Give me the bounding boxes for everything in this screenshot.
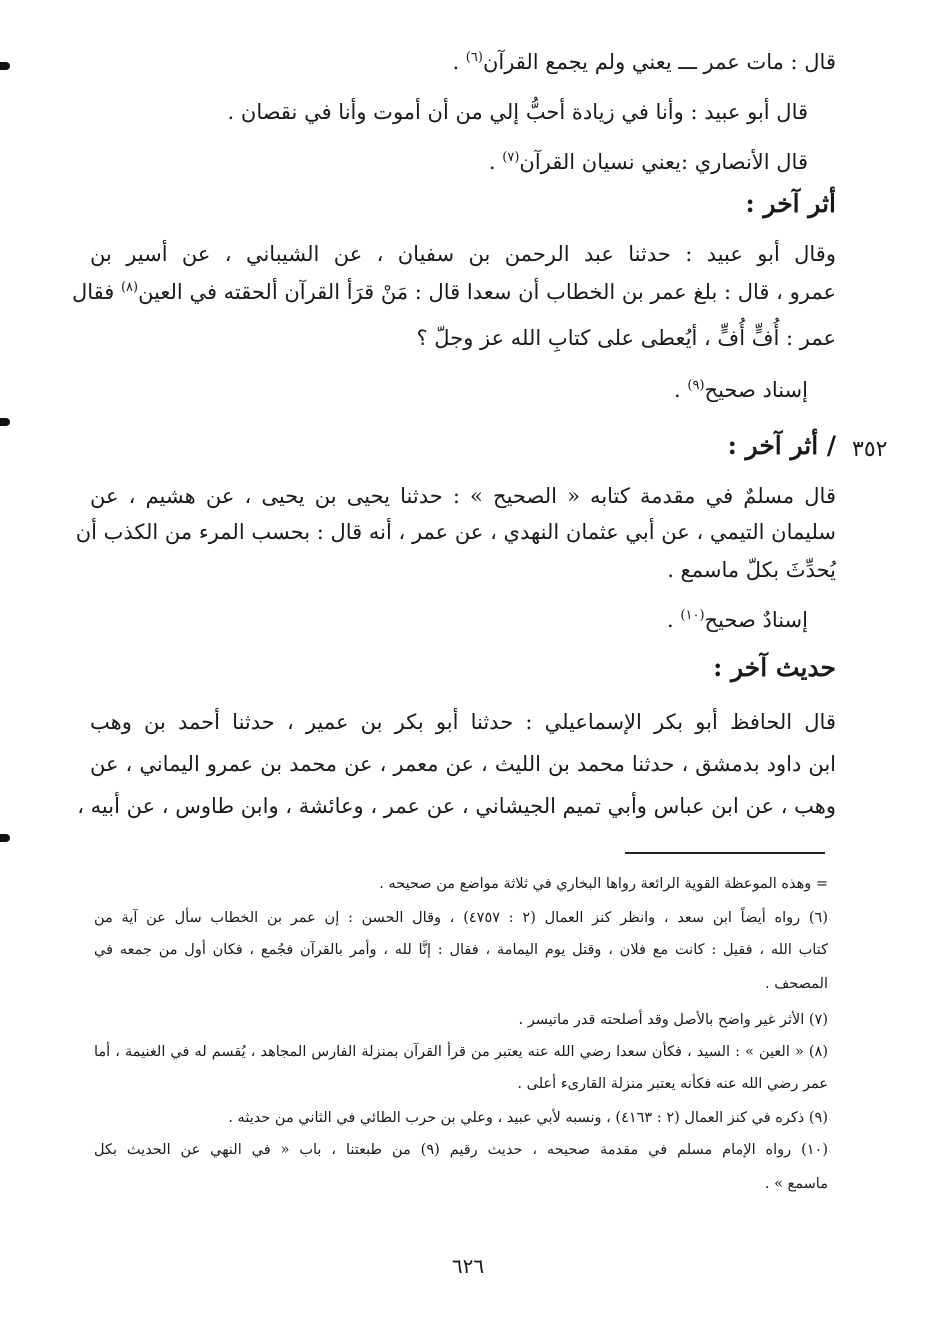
footnote-line: عمر رضي الله عنه فكأنه يعتبر منزلة القارىء أعلى .: [517, 1076, 828, 1092]
footnote-line: (٩) ذكره في كنز العمال (٢ : ٤١٦٣) ، ونسبه لأبي عبيد ، وعلي بن حرب الطائي في الثاني من حديثه .: [228, 1110, 828, 1126]
footnote-line: (٦) رواه أيضاً ابن سعد ، وانظر كنز العمال (٢ : ٤٧٥٧) ، وقال الحسن : إن عمر بن الخطاب سأل عن آية من: [94, 910, 828, 926]
scan-mark: [0, 62, 10, 70]
text-line: سليمان التيمي ، عن أبي عثمان النهدي ، عن عمر ، أنه قال : بحسب المرء من الكذب أن: [75, 520, 836, 544]
text-line: قال مسلمٌ في مقدمة كتابه « الصحيح » : حدثنا يحيى بن يحيى ، عن هشيم ، عن: [90, 484, 836, 508]
text-line: وقال أبو عبيد : حدثنا عبد الرحمن بن سفيان ، عن الشيباني ، عن أسير بن: [90, 242, 836, 266]
footnote-line: كتاب الله ، فقيل : كانت مع فلان ، وقتل يوم اليمامة ، فقال : إنَّا لله ، وأمر بالقرآن فجُمع ، فكان أول من جمعه في: [94, 942, 828, 958]
text-line: قال أبو عبيد : وأنا في زيادة أحبُّ إلي من أن أموت وأنا في نقصان .: [227, 100, 808, 124]
text-line: إسناد صحيح$^{(٩)}$ .: [674, 378, 808, 402]
section-heading: أثر آخر :: [745, 189, 836, 218]
footnote-line: = وهذه الموعظة القوية الرائعة رواها البخاري في ثلاثة مواضع من صحيحه .: [379, 876, 828, 892]
scan-mark: [0, 418, 10, 426]
text-line: ابن داود بدمشق ، حدثنا محمد بن الليث ، عن معمر ، عن محمد بن عمرو اليماني ، عن: [90, 752, 836, 776]
section-heading: حديث آخر :: [713, 653, 836, 682]
page-number: ٦٢٦: [451, 1254, 485, 1278]
footnote-line: المصحف .: [765, 976, 828, 992]
footnote-line: (٧) الأثر غير واضح بالأصل وقد أصلحته قدر ماتيسر .: [518, 1012, 828, 1028]
margin-page-reference: ٣٥٢: [852, 437, 888, 462]
text-line: وهب ، عن ابن عباس وأبي تميم الجيشاني ، عن عمر ، وعائشة ، وابن طاوس ، عن أبيه ،: [77, 794, 836, 818]
footnote-separator: [625, 852, 825, 854]
text-line: عمرو ، قال : بلغ عمر بن الخطاب أن سعدا قال : مَنْ قرَأ القرآن ألحقته في العين$^{(٨)}$ فقال: [71, 280, 836, 304]
scan-mark: [0, 834, 10, 842]
text-line: يُحدِّثَ بكلّ ماسمع .: [667, 558, 836, 582]
footnote-line: (١٠) رواه الإمام مسلم في مقدمة صحيحه ، حديث رقيم (٩) من طبعتنا ، باب « في النهي عن الحديث بكل: [94, 1142, 828, 1158]
footnote-line: (٨) « العين » : السيد ، فكأن سعدا رضي الله عنه يعتبر من قرأ القرآن بمنزلة الفارس المجاهد ، يُقسم له في الغنيمة ، أما: [94, 1044, 828, 1060]
text-line: قال : مات عمر ـــ يعني ولم يجمع القرآن$^{(٦)}$ .: [452, 50, 836, 74]
text-line: قال الحافظ أبو بكر الإسماعيلي : حدثنا أبو بكر بن عمير ، حدثنا أحمد بن وهب: [90, 710, 836, 734]
text-line: إسنادٌ صحيح$^{(١٠)}$ .: [667, 608, 808, 632]
footnote-line: ماسمع » .: [764, 1176, 828, 1192]
section-heading: / أثر آخر :: [727, 431, 836, 460]
text-line: عمر : أُفٍّ أُفٍّ ، أيُعطى على كتابِ الله عز وجلّ ؟: [416, 326, 836, 350]
text-line: قال الأنصاري :يعني نسيان القرآن$^{(٧)}$ .: [488, 150, 808, 174]
